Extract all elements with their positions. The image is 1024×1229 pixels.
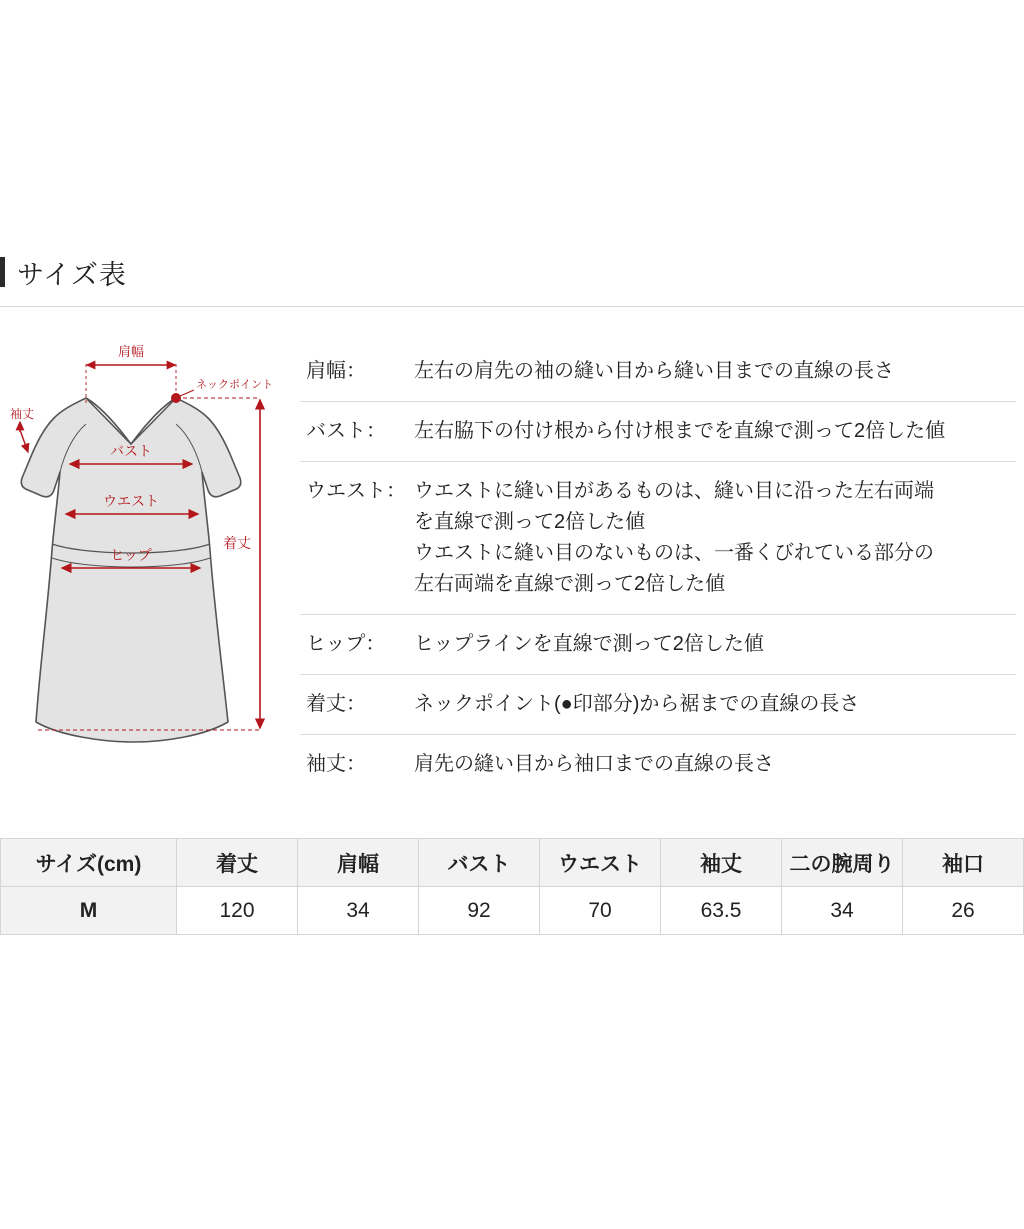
size-table-container [0,838,1024,935]
table-header-cell: 二の腕周り [782,839,903,887]
definition-term: ウエスト： [306,480,406,502]
definition-line: 左右両端を直線で測って2倍した値 [414,573,726,595]
definition-description [414,356,1016,387]
table-cell: 92 [419,887,540,935]
definition-description [414,416,1016,447]
definition-row [300,402,1016,462]
table-cell: 63.5 [661,887,782,935]
table-header-cell: 袖口 [903,839,1024,887]
definition-line: ウエストに縫い目のないものは、一番くびれている部分の [414,542,934,564]
table-header-cell: 着丈 [177,839,298,887]
definition-row [300,735,1016,794]
garment-diagram [8,336,293,776]
heading-divider [0,306,1024,307]
table-cell: M [1,887,177,935]
diagram-label-waist: ウエスト [103,493,159,509]
diagram-label-neck-point: ネックポイント [196,379,273,391]
definition-term: ヒップ： [306,633,386,655]
table-cell: 70 [540,887,661,935]
definition-description [414,749,1016,780]
table-cell: 120 [177,887,298,935]
definition-row [300,675,1016,735]
definition-line: ネックポイント(●印部分)から裾までの直線の長さ [414,693,860,715]
diagram-label-shoulder: 肩幅 [117,344,145,359]
table-header-cell: 袖丈 [661,839,782,887]
table-header-cell: 肩幅 [298,839,419,887]
definition-line: ウエストに縫い目があるものは、縫い目に沿った左右両端 [414,480,934,502]
diagram-label-bust: バスト [110,443,152,459]
definition-description [414,629,1016,660]
definition-line: ヒップラインを直線で測って2倍した値 [414,633,764,655]
heading-accent-bar [0,257,5,287]
definition-row [300,350,1016,402]
definition-term: 着丈： [306,693,366,715]
definition-line: 左右の肩先の袖の縫い目から縫い目までの直線の長さ [414,360,894,382]
table-header-cell: ウエスト [540,839,661,887]
table-row [1,887,1024,935]
definition-line: 肩先の縫い目から袖口までの直線の長さ [414,753,774,775]
diagram-label-hip: ヒップ [110,547,152,563]
table-cell: 34 [298,887,419,935]
table-header-cell: サイズ(cm) [1,839,177,887]
table-header-cell: バスト [419,839,540,887]
definition-row [300,615,1016,675]
table-cell: 26 [903,887,1024,935]
definition-term: 袖丈： [306,753,366,775]
definition-line: 左右脇下の付け根から付け根までを直線で測って2倍した値 [414,420,946,442]
definition-description [414,689,1016,720]
table-cell: 34 [782,887,903,935]
definition-description [414,476,1016,600]
definition-term: バスト： [306,420,386,442]
diagram-label-sleeve: 袖丈 [10,407,35,421]
definition-line: を直線で測って2倍した値 [414,511,646,533]
size-table [0,838,1024,935]
diagram-label-dress-length: 着丈 [223,535,251,551]
page-title [0,252,127,292]
definition-term: 肩幅： [306,360,366,382]
table-header-row [1,839,1024,887]
measurement-definitions [300,350,1016,794]
definition-row [300,462,1016,615]
heading-label: サイズ表 [17,259,127,290]
